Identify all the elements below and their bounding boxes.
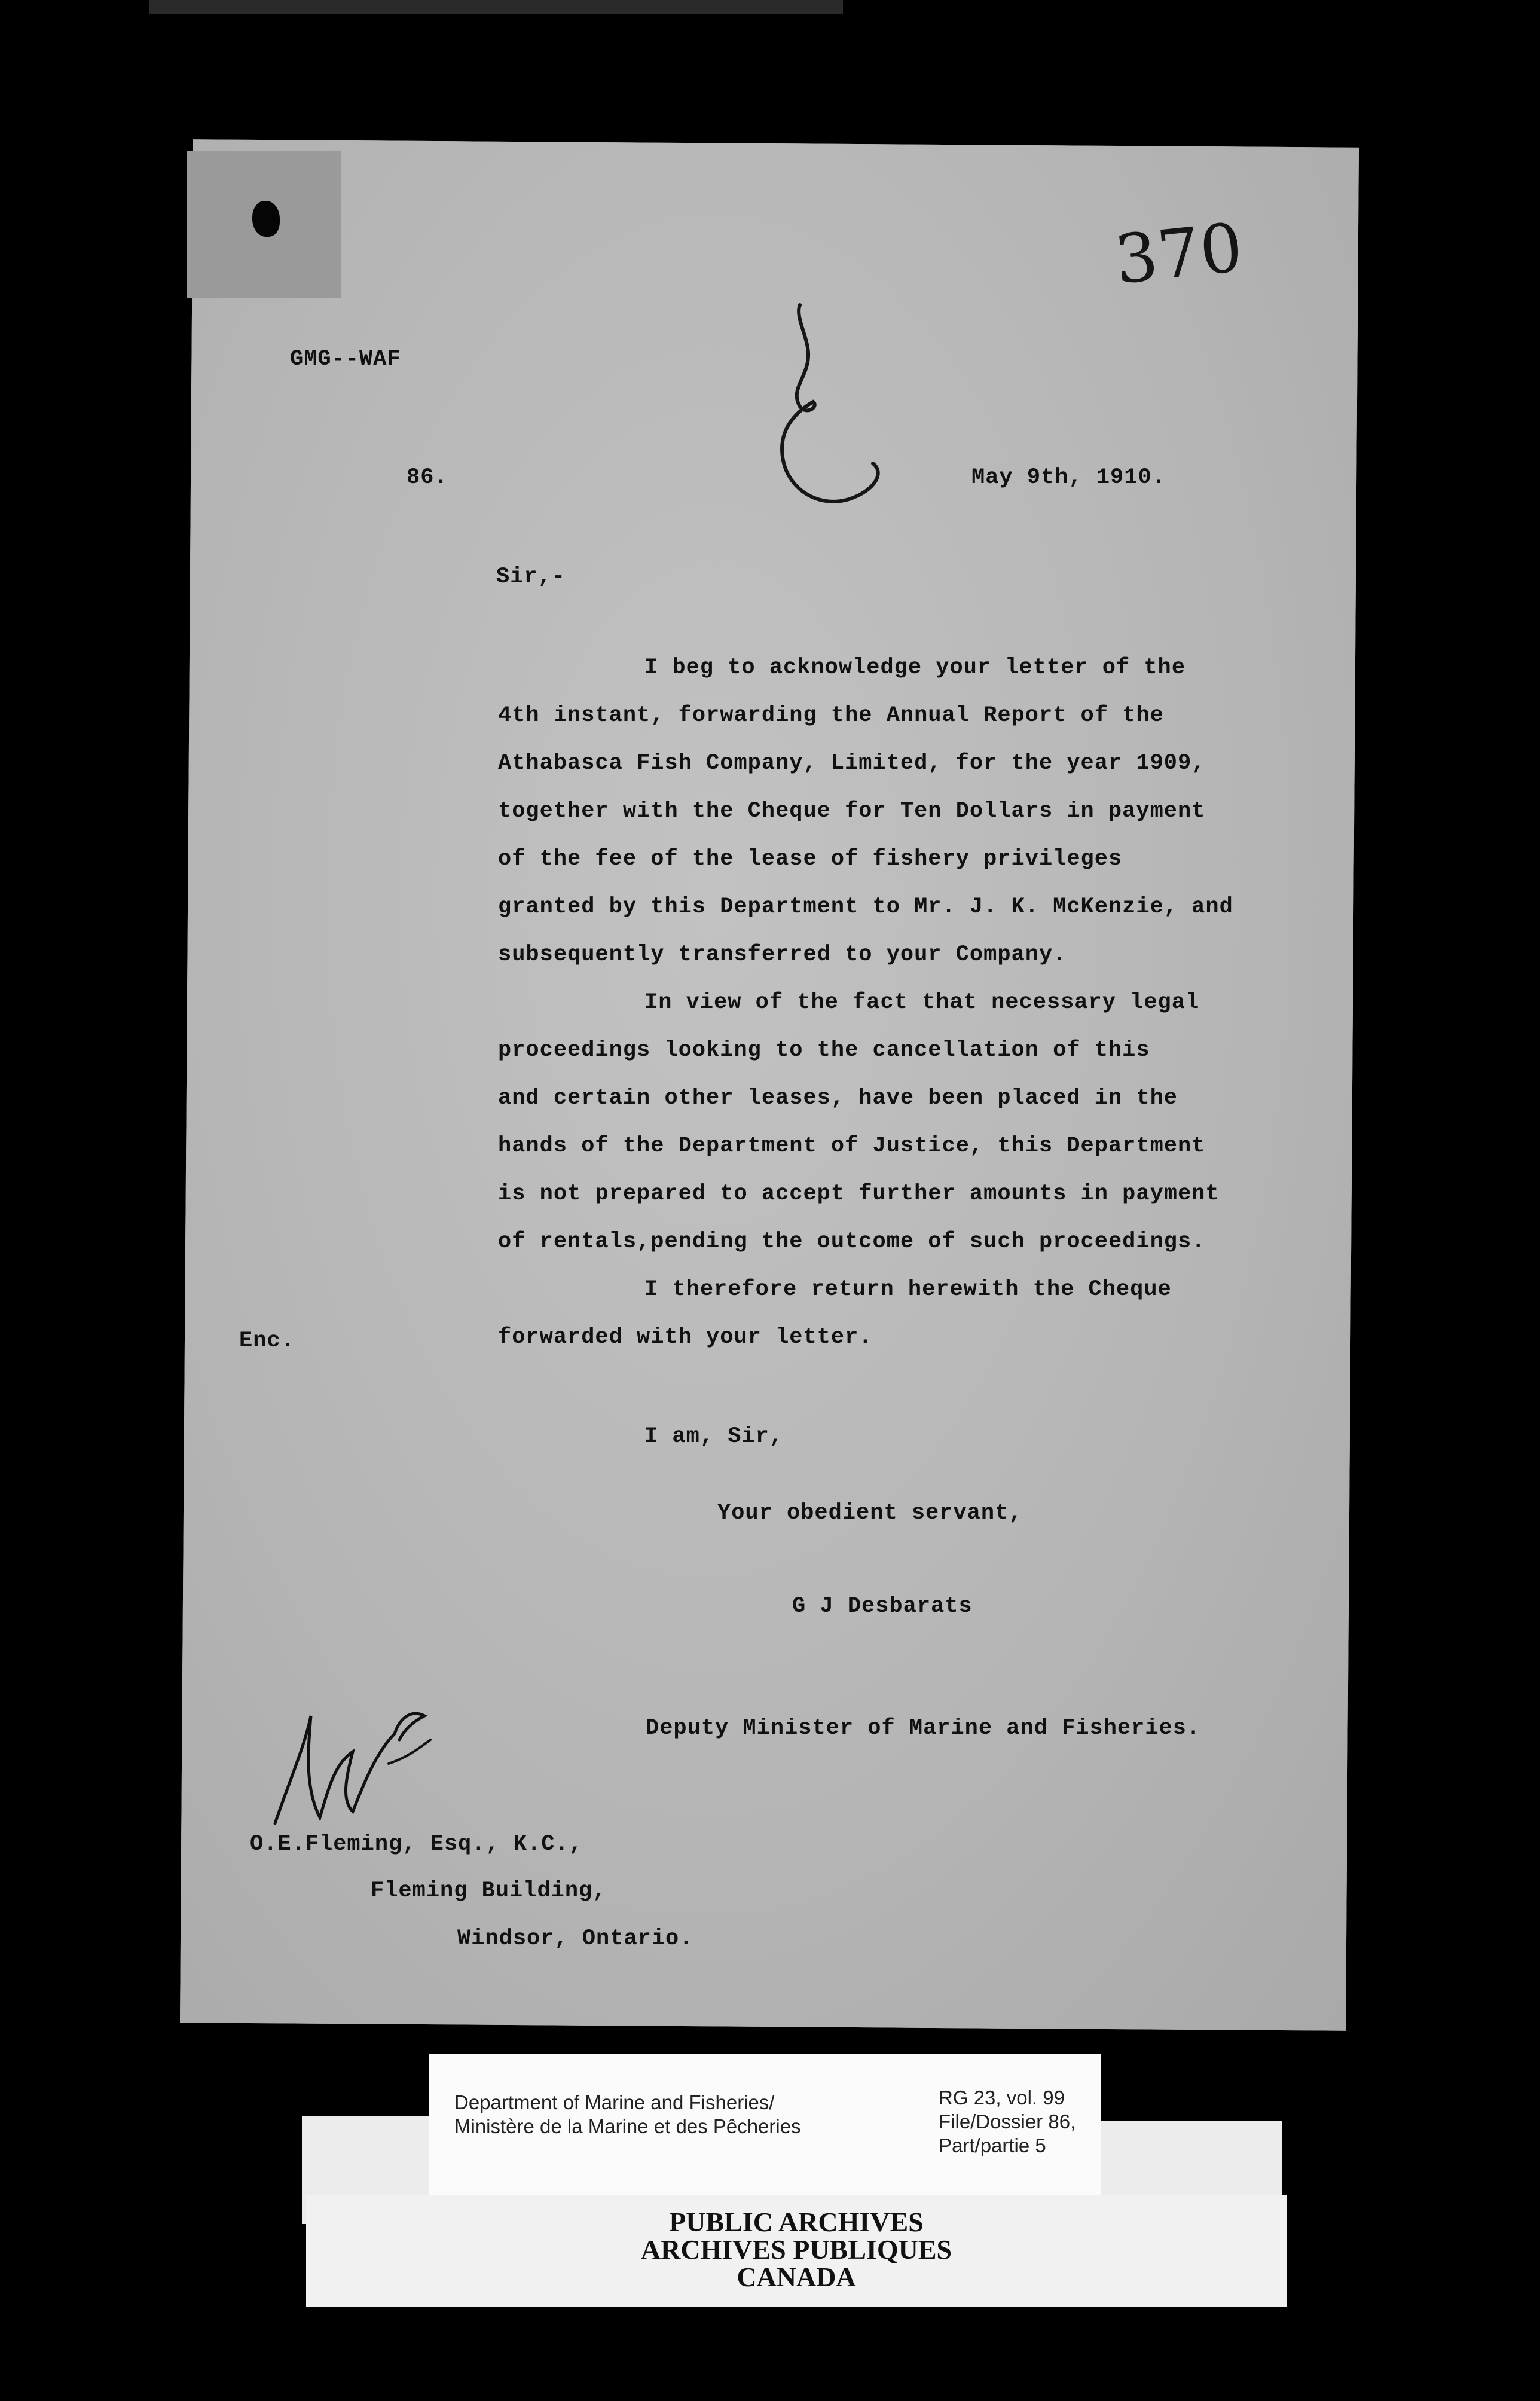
archives-stamp <box>306 2195 1287 2307</box>
file-dossier: File/Dossier 86, <box>939 2110 1076 2133</box>
body-line: together with the Cheque for Ten Dollars in payment <box>498 799 1206 824</box>
signature-name: G J Desbarats <box>792 1594 973 1619</box>
handwritten-initials <box>263 1698 454 1835</box>
letter-date: May 9th, 1910. <box>971 465 1166 490</box>
part-partie: Part/partie 5 <box>939 2134 1046 2156</box>
department-fr: Ministère de la Marine et des Pêcheries <box>454 2115 801 2137</box>
body-line: granted by this Department to Mr. J. K. McKenzie, and <box>498 894 1233 920</box>
body-line: proceedings looking to the cancellation of this <box>498 1038 1150 1063</box>
body-line: and certain other leases, have been placed in the <box>498 1086 1178 1111</box>
closing-line-1: I am, Sir, <box>644 1424 784 1449</box>
body-line: of the fee of the lease of fishery privileges <box>498 847 1123 872</box>
file-number: 86. <box>407 465 448 490</box>
body-line: Athabasca Fish Company, Limited, for the year 1909, <box>498 751 1206 776</box>
archives-line-3: CANADA <box>737 2262 856 2292</box>
punch-hole <box>252 201 280 237</box>
handwritten-e-mark <box>771 293 903 520</box>
folio-number: 370 <box>1111 209 1246 300</box>
enclosure-note: Enc. <box>239 1328 295 1354</box>
body-line: of rentals,pending the outcome of such proceedings. <box>498 1229 1206 1254</box>
archive-label <box>429 2054 1101 2204</box>
signature-title: Deputy Minister of Marine and Fisheries. <box>646 1716 1201 1741</box>
body-line: In view of the fact that necessary legal <box>644 990 1200 1015</box>
address-line-1: O.E.Fleming, Esq., K.C., <box>250 1832 583 1857</box>
archives-line-1: PUBLIC ARCHIVES <box>669 2207 924 2237</box>
address-line-2: Fleming Building, <box>371 1878 607 1904</box>
department-en: Department of Marine and Fisheries/ <box>454 2091 775 2113</box>
body-line: hands of the Department of Justice, this Department <box>498 1134 1206 1159</box>
address-line-3: Windsor, Ontario. <box>457 1926 693 1951</box>
body-line: I beg to acknowledge your letter of the <box>644 655 1185 680</box>
record-group: RG 23, vol. 99 <box>939 2087 1065 2109</box>
body-line: is not prepared to accept further amounts in payment <box>498 1181 1220 1206</box>
film-edge-strip <box>149 0 843 14</box>
archives-line-2: ARCHIVES PUBLIQUES <box>640 2234 952 2265</box>
reference-code: GMG--WAF <box>290 347 401 372</box>
body-line: forwarded with your letter. <box>498 1325 873 1350</box>
body-line: subsequently transferred to your Company. <box>498 942 1067 967</box>
closing-line-2: Your obedient servant, <box>717 1501 1023 1526</box>
body-line: I therefore return herewith the Cheque <box>644 1277 1172 1302</box>
salutation: Sir,- <box>496 564 566 589</box>
body-line: 4th instant, forwarding the Annual Report of the <box>498 703 1164 728</box>
